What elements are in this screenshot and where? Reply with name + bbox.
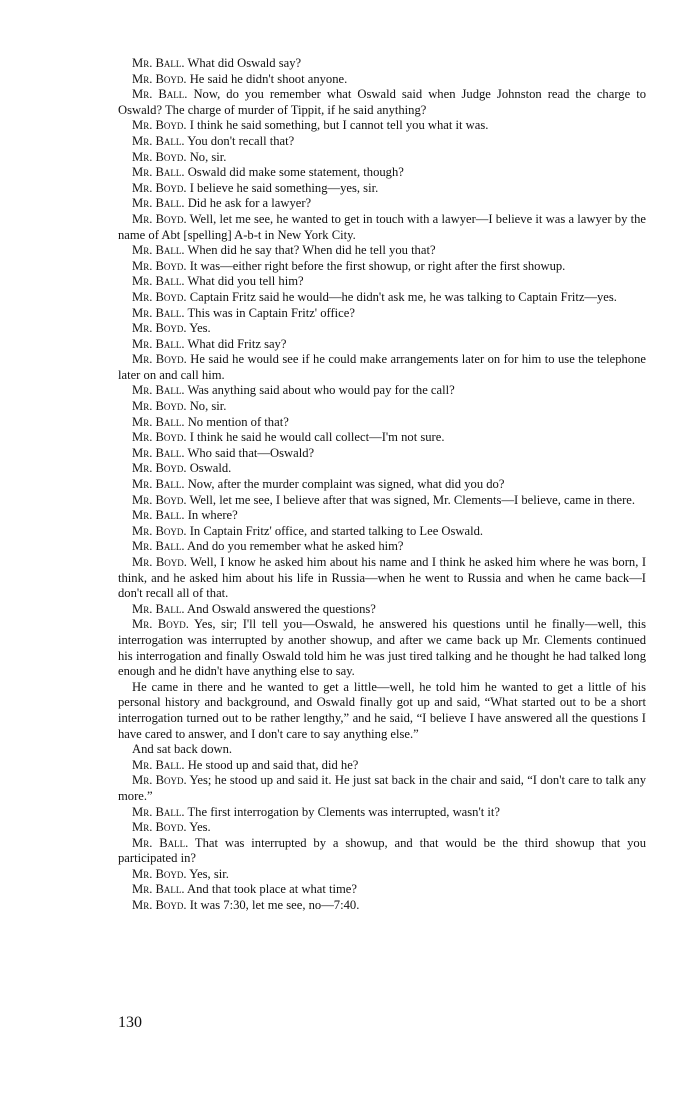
speaker-label: Mr. Ball. — [132, 539, 185, 554]
speech-text: In where? — [187, 508, 238, 523]
speech-text: No mention of that? — [187, 414, 289, 429]
speech-text: Who said that—Oswald? — [187, 445, 315, 460]
transcript-paragraph — [118, 742, 646, 758]
speech-text: That was interrupted by a showup, and that would be the third showup that you participated in? — [118, 835, 647, 866]
speech-text: I think he said something, but I cannot tell you what it was. — [189, 118, 489, 133]
speech-text: And that took place at what time? — [187, 882, 357, 897]
speaker-label: Mr. Boyd. — [132, 617, 189, 632]
transcript-paragraph — [118, 898, 646, 914]
speaker-label: Mr. Ball. — [132, 757, 185, 772]
speech-text: You don't recall that? — [187, 133, 295, 148]
speech-text: Did he ask for a lawyer? — [187, 196, 312, 211]
speaker-label: Mr. Boyd. — [132, 866, 187, 881]
transcript-paragraph — [118, 383, 646, 399]
transcript-paragraph — [118, 508, 646, 524]
transcript-paragraph — [118, 306, 646, 322]
speech-text: It was—either right before the first showup, or right after the first showup. — [189, 258, 566, 273]
transcript-paragraph — [118, 56, 646, 72]
speech-text: No, sir. — [189, 399, 227, 414]
speaker-label: Mr. Ball. — [132, 804, 185, 819]
speech-text: In Captain Fritz' office, and started talking to Lee Oswald. — [189, 523, 484, 538]
transcript-paragraph — [118, 165, 646, 181]
speech-text: Yes; he stood up and said it. He just sat back in the chair and said, “I don't care to talk any more.” — [118, 773, 646, 803]
speech-text: Now, after the murder complaint was signed, what did you do? — [187, 477, 505, 492]
speaker-label: Mr. Boyd. — [132, 118, 187, 133]
transcript-paragraph — [118, 321, 646, 337]
transcript-paragraph — [118, 882, 646, 898]
speaker-label: Mr. Ball. — [132, 274, 185, 289]
speech-text: Oswald did make some statement, though? — [187, 165, 404, 180]
speaker-label: Mr. Boyd. — [132, 258, 187, 273]
transcript-paragraph — [118, 477, 646, 493]
speech-text: Yes, sir; I'll tell you—Oswald, he answered his questions until he finally—well, this interrogation was interrupted by another showup, and after we came back up Mr. Clements continued his interrogation and finally Oswald told him he was just tired talking and he thought he had talked long enough and he didn't have anything else to say. — [118, 617, 647, 679]
speech-text: Well, let me see, he wanted to get in touch with a lawyer—I believe it was a lawyer by the name of Abt [spelling] A-b-t in New York City. — [118, 211, 647, 242]
transcript-paragraph — [118, 243, 646, 259]
speech-text: Yes. — [189, 321, 211, 336]
speech-text: Was anything said about who would pay for the call? — [187, 383, 455, 398]
transcript-paragraph — [118, 758, 646, 774]
speaker-label: Mr. Boyd. — [132, 321, 187, 336]
transcript-paragraph — [118, 602, 646, 618]
transcript-paragraph — [118, 805, 646, 821]
transcript-paragraph — [118, 493, 646, 509]
speaker-label: Mr. Boyd. — [132, 180, 187, 195]
speaker-label: Mr. Ball. — [132, 477, 185, 492]
transcript-paragraph — [118, 87, 646, 118]
transcript-paragraph — [118, 446, 646, 462]
speech-text: He came in there and he wanted to get a little—well, he told him he wanted to get a little of his personal history and background, and Oswald finally got up and said, “What started out to be a short interrogation turned out to be rather lengthy,” and he said, “I believe I have answered all the questions I have cared to answer, and I don't care to say anything else.” — [118, 679, 646, 741]
speech-text: What did Oswald say? — [187, 56, 302, 70]
transcript-paragraph — [118, 524, 646, 540]
speech-text: When did he say that? When did he tell you that? — [187, 243, 436, 258]
speaker-label: Mr. Ball. — [132, 835, 189, 850]
speaker-label: Mr. Ball. — [132, 305, 185, 320]
speaker-label: Mr. Ball. — [132, 196, 185, 211]
speaker-label: Mr. Boyd. — [132, 555, 187, 569]
transcript-paragraph — [118, 274, 646, 290]
transcript-paragraph — [118, 836, 646, 867]
speaker-label: Mr. Ball. — [132, 243, 185, 258]
speech-text: Oswald. — [189, 461, 232, 476]
transcript-paragraph — [118, 212, 646, 243]
speaker-label: Mr. Ball. — [132, 601, 185, 616]
transcript-paragraph — [118, 867, 646, 883]
speaker-label: Mr. Ball. — [132, 508, 185, 523]
speaker-label: Mr. Boyd. — [132, 149, 187, 164]
transcript-paragraph — [118, 415, 646, 431]
speech-text: It was 7:30, let me see, no—7:40. — [189, 898, 360, 913]
speaker-label: Mr. Ball. — [132, 445, 185, 460]
transcript-paragraph — [118, 134, 646, 150]
transcript-paragraph — [118, 196, 646, 212]
speaker-label: Mr. Boyd. — [132, 523, 187, 538]
transcript-paragraph — [118, 680, 646, 742]
transcript-paragraph — [118, 399, 646, 415]
speech-text: Yes, sir. — [189, 866, 229, 881]
speech-text: Well, I know he asked him about his name and I think he asked him where he was born, I think, and he asked him about his life in Russia—when he went to Russia and when he came back—I don't recall all of that. — [118, 555, 647, 601]
speech-text: Now, do you remember what Oswald said when Judge Johnston read the charge to Oswald? The charge of murder of Tippit, if he said anything? — [118, 87, 646, 117]
page-number: 130 — [118, 1014, 142, 1031]
transcript-paragraph — [118, 259, 646, 275]
speech-text: And Oswald answered the questions? — [187, 601, 376, 616]
speaker-label: Mr. Boyd. — [132, 352, 187, 367]
speech-text: He said he would see if he could make arrangements later on for him to use the telephone later on and call him. — [118, 352, 647, 382]
speaker-label: Mr. Boyd. — [132, 773, 187, 788]
speaker-label: Mr. Boyd. — [132, 71, 187, 86]
speaker-label: Mr. Ball. — [132, 165, 185, 180]
speech-text: I believe he said something—yes, sir. — [189, 180, 379, 195]
speaker-label: Mr. Ball. — [132, 414, 185, 429]
speech-text: He said he didn't shoot anyone. — [189, 71, 348, 86]
speaker-label: Mr. Boyd. — [132, 289, 187, 304]
speech-text: He stood up and said that, did he? — [187, 757, 359, 772]
transcript-paragraph — [118, 539, 646, 555]
speaker-label: Mr. Boyd. — [132, 399, 187, 414]
transcript-paragraph — [118, 617, 646, 679]
speaker-label: Mr. Ball. — [132, 383, 185, 398]
speaker-label: Mr. Ball. — [132, 87, 188, 102]
speaker-label: Mr. Boyd. — [132, 430, 187, 445]
transcript-paragraph — [118, 820, 646, 836]
transcript-paragraph — [118, 555, 646, 602]
speech-text: Yes. — [189, 820, 211, 835]
speaker-label: Mr. Boyd. — [132, 461, 187, 476]
transcript-paragraph — [118, 181, 646, 197]
transcript-body — [118, 56, 646, 914]
speech-text: The first interrogation by Clements was interrupted, wasn't it? — [187, 804, 500, 819]
speech-text: This was in Captain Fritz' office? — [187, 305, 355, 320]
speech-text: What did you tell him? — [187, 274, 304, 289]
transcript-paragraph — [118, 118, 646, 134]
transcript-paragraph — [118, 337, 646, 353]
speaker-label: Mr. Ball. — [132, 882, 185, 897]
transcript-paragraph — [118, 150, 646, 166]
speech-text: I think he said he would call collect—I'm not sure. — [189, 430, 445, 445]
transcript-paragraph — [118, 290, 646, 306]
speaker-label: Mr. Ball. — [132, 56, 185, 70]
speaker-label: Mr. Boyd. — [132, 898, 187, 913]
speech-text: And do you remember what he asked him? — [187, 539, 404, 554]
speaker-label: Mr. Boyd. — [132, 492, 187, 507]
transcript-paragraph — [118, 352, 646, 383]
speaker-label: Mr. Boyd. — [132, 211, 187, 226]
speech-text: What did Fritz say? — [187, 336, 287, 351]
transcript-paragraph — [118, 773, 646, 804]
speaker-label: Mr. Boyd. — [132, 820, 187, 835]
speaker-label: Mr. Ball. — [132, 336, 185, 351]
transcript-paragraph — [118, 430, 646, 446]
speaker-label: Mr. Ball. — [132, 133, 185, 148]
speech-text: No, sir. — [189, 149, 227, 164]
speech-text: Captain Fritz said he would—he didn't ask me, he was talking to Captain Fritz—yes. — [189, 289, 617, 304]
transcript-paragraph — [118, 72, 646, 88]
speech-text: Well, let me see, I believe after that was signed, Mr. Clements—I believe, came in there. — [189, 492, 636, 507]
speech-text: And sat back down. — [132, 742, 233, 757]
transcript-paragraph — [118, 461, 646, 477]
